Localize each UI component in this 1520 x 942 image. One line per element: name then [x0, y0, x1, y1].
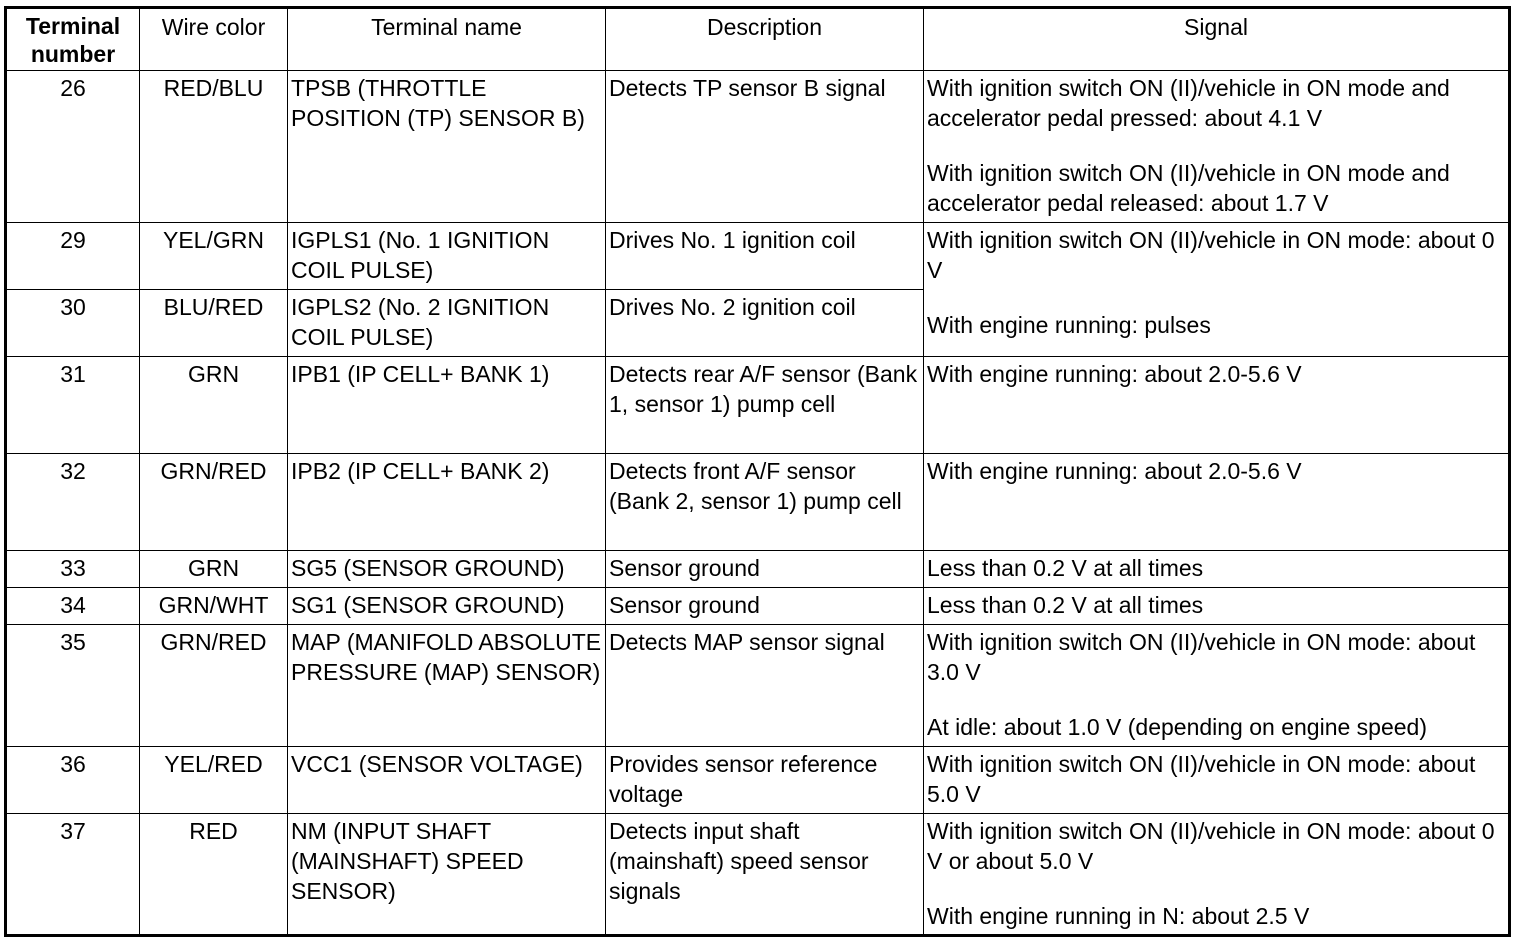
terminal-number-cell: 31 [6, 357, 140, 454]
signal-cell [924, 588, 1510, 625]
header-signal: Signal [924, 8, 1510, 71]
signal-line: With engine running: about 2.0-5.6 V [927, 458, 1302, 484]
terminal-name-cell: TPSB (THROTTLE POSITION (TP) SENSOR B) [288, 71, 606, 223]
terminal-name-cell: IPB1 (IP CELL+ BANK 1) [288, 357, 606, 454]
description-cell: Drives No. 2 ignition coil [606, 290, 924, 357]
wire-color-cell: GRN/RED [140, 454, 288, 551]
wire-color-cell: RED/BLU [140, 71, 288, 223]
description-cell: Sensor ground [606, 551, 924, 588]
table-row [6, 747, 1510, 814]
terminal-number-cell: 35 [6, 625, 140, 747]
header-wire-color: Wire color [140, 8, 288, 71]
signal-cell [924, 71, 1510, 223]
table-row [6, 814, 1510, 936]
terminal-number-cell: 30 [6, 290, 140, 357]
terminal-table [4, 6, 1511, 937]
signal-cell [924, 357, 1510, 454]
header-description: Description [606, 8, 924, 71]
terminal-name-cell: IPB2 (IP CELL+ BANK 2) [288, 454, 606, 551]
wire-color-cell: GRN/WHT [140, 588, 288, 625]
signal-line: Less than 0.2 V at all times [927, 592, 1204, 618]
wire-color-cell: GRN/RED [140, 625, 288, 747]
table-row [6, 71, 1510, 223]
signal-cell [924, 551, 1510, 588]
table-row [6, 625, 1510, 747]
signal-cell [924, 454, 1510, 551]
table-row [6, 357, 1510, 454]
signal-line: With engine running: pulses [927, 312, 1211, 338]
table-body [6, 71, 1510, 936]
terminal-number-cell: 29 [6, 223, 140, 290]
terminal-name-cell: NM (INPUT SHAFT (MAINSHAFT) SPEED SENSOR) [288, 814, 606, 936]
signal-cell [924, 814, 1510, 936]
terminal-number-cell: 26 [6, 71, 140, 223]
signal-line: Less than 0.2 V at all times [927, 555, 1204, 581]
signal-line: At idle: about 1.0 V (depending on engine speed) [927, 714, 1427, 740]
description-cell: Provides sensor reference voltage [606, 747, 924, 814]
terminal-name-cell: IGPLS2 (No. 2 IGNITION COIL PULSE) [288, 290, 606, 357]
terminal-number-cell: 36 [6, 747, 140, 814]
signal-line: With engine running in N: about 2.5 V [927, 903, 1310, 929]
table-header-row [6, 8, 1510, 71]
terminal-number-cell: 37 [6, 814, 140, 936]
description-cell: Detects TP sensor B signal [606, 71, 924, 223]
wire-color-cell: RED [140, 814, 288, 936]
description-cell: Detects rear A/F sensor (Bank 1, sensor 1) pump cell [606, 357, 924, 454]
table-row [6, 454, 1510, 551]
signal-cell [924, 747, 1510, 814]
description-cell: Detects MAP sensor signal [606, 625, 924, 747]
wire-color-cell: GRN [140, 551, 288, 588]
wire-color-cell: YEL/RED [140, 747, 288, 814]
terminal-name-cell: MAP (MANIFOLD ABSOLUTE PRESSURE (MAP) SENSOR) [288, 625, 606, 747]
table-row [6, 223, 1510, 290]
signal-line: With ignition switch ON (II)/vehicle in ON mode: about 0 V [927, 227, 1495, 283]
signal-line: With ignition switch ON (II)/vehicle in ON mode: about 0 V or about 5.0 V [927, 818, 1495, 874]
table-row [6, 551, 1510, 588]
signal-line: With ignition switch ON (II)/vehicle in ON mode and accelerator pedal pressed: about 4.1 V [927, 75, 1450, 131]
wire-color-cell: GRN [140, 357, 288, 454]
signal-line: With ignition switch ON (II)/vehicle in ON mode and accelerator pedal released: about 1.7 V [927, 160, 1450, 216]
description-cell: Detects front A/F sensor (Bank 2, sensor 1) pump cell [606, 454, 924, 551]
signal-cell [924, 625, 1510, 747]
header-terminal-name: Terminal name [288, 8, 606, 71]
terminal-name-cell: IGPLS1 (No. 1 IGNITION COIL PULSE) [288, 223, 606, 290]
wire-color-cell: YEL/GRN [140, 223, 288, 290]
signal-line: With engine running: about 2.0-5.6 V [927, 361, 1302, 387]
terminal-number-cell: 33 [6, 551, 140, 588]
terminal-number-cell: 34 [6, 588, 140, 625]
description-cell: Sensor ground [606, 588, 924, 625]
terminal-name-cell: SG1 (SENSOR GROUND) [288, 588, 606, 625]
terminal-name-cell: VCC1 (SENSOR VOLTAGE) [288, 747, 606, 814]
signal-line: With ignition switch ON (II)/vehicle in ON mode: about 3.0 V [927, 629, 1476, 685]
terminal-name-cell: SG5 (SENSOR GROUND) [288, 551, 606, 588]
signal-cell [924, 223, 1510, 357]
terminal-number-cell: 32 [6, 454, 140, 551]
description-cell: Detects input shaft (mainshaft) speed sensor signals [606, 814, 924, 936]
table-row [6, 588, 1510, 625]
description-cell: Drives No. 1 ignition coil [606, 223, 924, 290]
header-terminal-number: Terminal number [6, 8, 140, 71]
wire-color-cell: BLU/RED [140, 290, 288, 357]
signal-line: With ignition switch ON (II)/vehicle in ON mode: about 5.0 V [927, 751, 1476, 807]
